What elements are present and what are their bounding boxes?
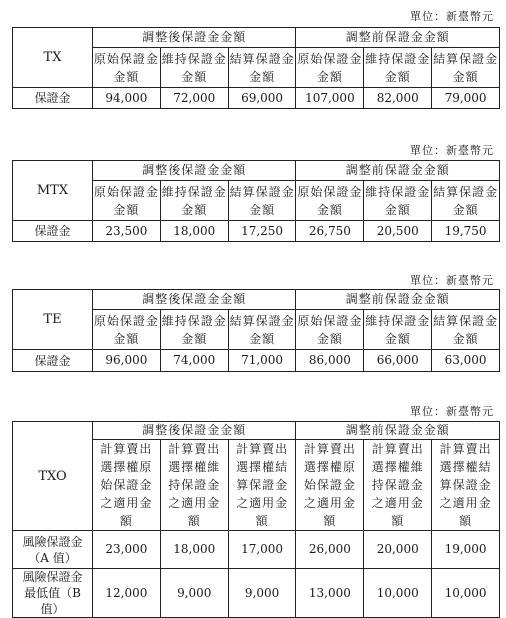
table-row — [13, 350, 500, 372]
cell-value: 17,000 — [228, 531, 296, 569]
sub-header: 計算賣出選擇權結算保證金之適用金額 — [432, 440, 500, 531]
product-name: TX — [13, 28, 93, 88]
row-label: 風險保證金最低值（B 值） — [13, 569, 93, 618]
sub-header: 原始保證金金額 — [296, 181, 364, 221]
row-label: 保證金 — [13, 221, 93, 242]
cell-value: 26,000 — [296, 531, 364, 569]
cell-value: 19,750 — [432, 221, 500, 242]
unit-label-te: 單位：新臺幣元 — [410, 274, 494, 287]
group-header-after: 調整後保證金金額 — [93, 161, 296, 181]
cell-value: 96,000 — [93, 350, 161, 372]
cell-value: 10,000 — [432, 569, 500, 618]
sub-header: 計算賣出選擇權維持保證金之適用金額 — [160, 440, 228, 531]
sub-header: 原始保證金金額 — [93, 181, 161, 221]
margin-table-mtx — [12, 160, 500, 242]
group-header-after: 調整後保證金金額 — [93, 422, 296, 440]
cell-value: 26,750 — [296, 221, 364, 242]
group-header-after: 調整後保證金金額 — [93, 290, 296, 310]
sub-header: 維持保證金金額 — [364, 181, 432, 221]
cell-value: 9,000 — [160, 569, 228, 618]
cell-value: 17,250 — [228, 221, 296, 242]
table-row — [13, 569, 500, 618]
sub-header: 計算賣出選擇權維持保證金之適用金額 — [364, 440, 432, 531]
row-label: 保證金 — [13, 350, 93, 372]
sub-header: 結算保證金金額 — [432, 181, 500, 221]
cell-value: 71,000 — [228, 350, 296, 372]
product-name: TXO — [13, 422, 93, 531]
sub-header: 結算保證金金額 — [432, 48, 500, 88]
sub-header: 計算賣出選擇權結算保證金之適用金額 — [228, 440, 296, 531]
sub-header: 結算保證金金額 — [228, 48, 296, 88]
product-name: MTX — [13, 161, 93, 221]
margin-table-txo — [12, 421, 500, 618]
cell-value: 13,000 — [296, 569, 364, 618]
sub-header: 維持保證金金額 — [160, 310, 228, 350]
sub-header: 維持保證金金額 — [160, 181, 228, 221]
cell-value: 19,000 — [432, 531, 500, 569]
cell-value: 86,000 — [296, 350, 364, 372]
cell-value: 23,500 — [93, 221, 161, 242]
sub-header: 結算保證金金額 — [228, 310, 296, 350]
sub-header: 計算賣出選擇權原始保證金之適用金額 — [296, 440, 364, 531]
sub-header: 維持保證金金額 — [160, 48, 228, 88]
cell-value: 74,000 — [160, 350, 228, 372]
sub-header: 結算保證金金額 — [432, 310, 500, 350]
row-label: 保證金 — [13, 88, 93, 109]
sub-header: 維持保證金金額 — [364, 310, 432, 350]
table-row — [13, 221, 500, 242]
sub-header: 原始保證金金額 — [93, 310, 161, 350]
group-header-after: 調整後保證金金額 — [93, 28, 296, 48]
row-label: 風險保證金（A 值） — [13, 531, 93, 569]
sub-header: 計算賣出選擇權原始保證金之適用金額 — [93, 440, 161, 531]
margin-table-te — [12, 289, 500, 372]
table-row — [13, 531, 500, 569]
cell-value: 10,000 — [364, 569, 432, 618]
unit-label-txo: 單位：新臺幣元 — [410, 405, 494, 418]
cell-value: 94,000 — [93, 88, 161, 109]
cell-value: 9,000 — [228, 569, 296, 618]
cell-value: 107,000 — [296, 88, 364, 109]
sub-header: 原始保證金金額 — [296, 310, 364, 350]
cell-value: 66,000 — [364, 350, 432, 372]
cell-value: 72,000 — [160, 88, 228, 109]
cell-value: 18,000 — [160, 221, 228, 242]
margin-table-tx — [12, 27, 500, 109]
cell-value: 63,000 — [432, 350, 500, 372]
sub-header: 維持保證金金額 — [364, 48, 432, 88]
sub-header: 原始保證金金額 — [93, 48, 161, 88]
cell-value: 69,000 — [228, 88, 296, 109]
sub-header: 結算保證金金額 — [228, 181, 296, 221]
cell-value: 20,000 — [364, 531, 432, 569]
group-header-before: 調整前保證金金額 — [296, 290, 500, 310]
product-name: TE — [13, 290, 93, 350]
table-row — [13, 88, 500, 109]
unit-label-tx: 單位：新臺幣元 — [410, 10, 494, 23]
cell-value: 12,000 — [93, 569, 161, 618]
group-header-before: 調整前保證金金額 — [296, 28, 500, 48]
cell-value: 82,000 — [364, 88, 432, 109]
cell-value: 23,000 — [93, 531, 161, 569]
group-header-before: 調整前保證金金額 — [296, 422, 500, 440]
cell-value: 20,500 — [364, 221, 432, 242]
group-header-before: 調整前保證金金額 — [296, 161, 500, 181]
cell-value: 79,000 — [432, 88, 500, 109]
cell-value: 18,000 — [160, 531, 228, 569]
sub-header: 原始保證金金額 — [296, 48, 364, 88]
unit-label-mtx: 單位：新臺幣元 — [410, 144, 494, 157]
